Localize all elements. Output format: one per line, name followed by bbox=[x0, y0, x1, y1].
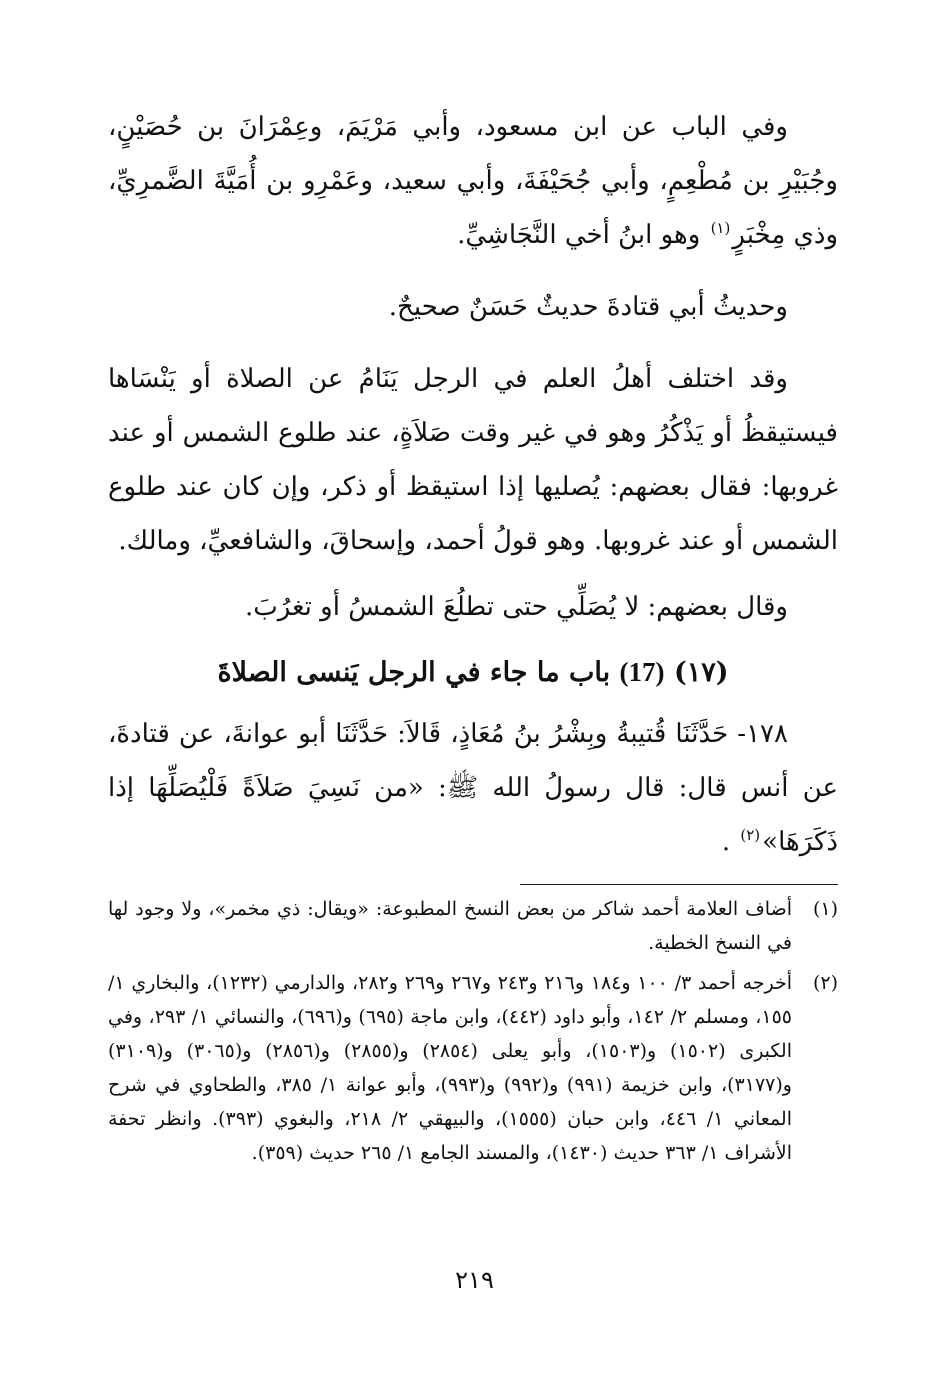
chapter-heading bbox=[108, 642, 838, 703]
footnote-1 bbox=[108, 892, 838, 960]
footnote-reference[interactable]: (١) bbox=[710, 219, 731, 238]
paragraph-text-end: وهو ابنُ أخي النَّجَاشِيِّ. bbox=[457, 220, 701, 250]
chapter-number-latin: (17) bbox=[619, 657, 665, 687]
paragraph-narrators bbox=[108, 100, 838, 262]
footnote-reference[interactable]: (٢) bbox=[740, 826, 761, 845]
hadith-text: ١٧٨- حَدَّثَنَا قُتيبةُ وبِشْرُ بنُ مُعَاذٍ، قَالاَ: حَدَّثَنَا أبو عوانةَ، عن قتادةَ، عن أنس قال: قال رسولُ الله ﷺ: «من نَسِيَ صَلاَةً فَلْيُصَلِّهَا إذا ذَكَرَهَا» bbox=[108, 719, 838, 857]
footnote-text: أضاف العلامة أحمد شاكر من بعض النسخ المطبوعة: «ويقال: ذي مخمر»، ولا وجود لها في النسخ الخطية. bbox=[108, 898, 792, 954]
page-number: ٢١٩ bbox=[455, 1266, 494, 1294]
footnote-2 bbox=[108, 966, 838, 1170]
footnote-number: (٢) bbox=[812, 972, 838, 994]
page-body bbox=[108, 100, 838, 869]
chapter-title: باب ما جاء في الرجل يَنسى الصلاةَ bbox=[217, 657, 611, 688]
footnotes bbox=[108, 892, 838, 1170]
footnote-divider bbox=[520, 884, 838, 885]
footnote-text: أخرجه أحمد ٣/ ١٠٠ و١٨٤ و٢١٦ و٢٤٣ و٢٦٧ و٢٦٩ و٢٨٢، والدارمي (١٢٣٢)، والبخاري ١/ ١٥٥، ومسلم ٢/ ١٤٢، وأبو داود (٤٤٢)، وابن ماجة (٦٩٥) و(٦٩٦)، والنسائي ١/ ٢٩٣، وفي الكبرى (١٥٠٢) و(١٥٠٣)، وأبو يعلى (٢٨٥٤) و(٢٨٥٥) و(٢٨٥٦) و(٣٠٦٥) و(٣١٠٩) و(٣١٧٧)، وابن خزيمة (٩٩١) و(٩٩٢) و(٩٩٣)، وأبو عوانة ١/ ٣٨٥، والطحاوي في شرح المعاني ١/ ٤٤٦، وابن حبان (١٥٥٥)، والبيهقي ٢/ ٢١٨، والبغوي (٣٩٣). وانظر تحفة الأشراف ١/ ٣٦٣ حديث (١٤٣٠)، والمسند الجامع ١/ ٢٦٥ حديث (٣٥٩). bbox=[108, 972, 793, 1164]
paragraph-text: وفي الباب عن ابن مسعود، وأبي مَرْيَمَ، وعِمْرَانَ بن حُصَيْنٍ، وجُبَيْرِ بن مُطْعِمٍ، وأبي جُحَيْفَةَ، وأبي سعيد، وعَمْرِو بن أُمَيَّةَ الضَّمرِيِّ، وذي مِخْبَرٍ bbox=[108, 112, 838, 250]
chapter-number-arabic: (١٧) bbox=[673, 657, 729, 688]
footnote-number: (١) bbox=[812, 898, 838, 920]
paragraph-grading: وحديثُ أبي قتادةَ حديثٌ حَسَنٌ صحيحٌ. bbox=[388, 292, 788, 322]
paragraph-other-opinion: وقال بعضهم: لا يُصَلِّي حتى تطلُعَ الشمسُ أو تغرُبَ. bbox=[245, 592, 788, 622]
hadith-text-end: . bbox=[721, 827, 731, 857]
hadith-178 bbox=[108, 707, 838, 869]
paragraph-scholars-opinion: وقد اختلف أهلُ العلم في الرجل يَنَامُ عن الصلاة أو يَنْسَاها فيستيقظُ أو يَذْكُرُ وهو في غير وقت صَلاَةٍ، عند طلوع الشمس أو عند غروبها: فقال بعضهم: يُصليها إذا استيقظ أو ذكر، وإن كان عند طلوع الشمس أو عند غروبها. وهو قولُ أحمد، وإسحاقَ، والشافعيِّ، ومالك. bbox=[108, 364, 838, 556]
